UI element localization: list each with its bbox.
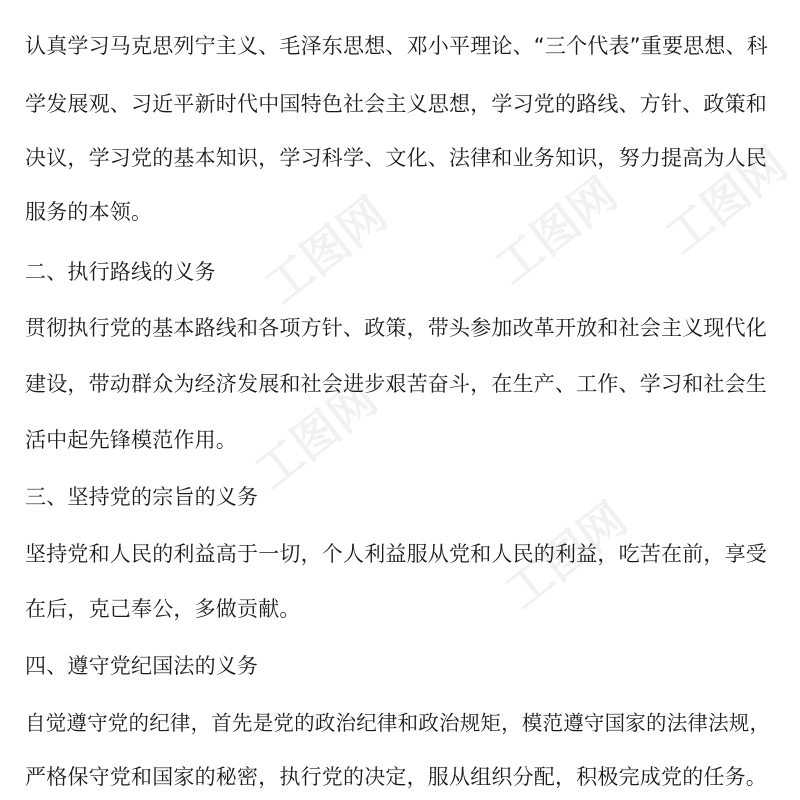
watermark: 工图网	[484, 166, 627, 295]
paragraph-line: 贯彻执行党的基本路线和各项方针、政策，带头参加改革开放和社会主义现代化	[25, 316, 767, 340]
paragraph-line: 在后，克己奉公，多做贡献。	[25, 597, 301, 621]
paragraph-line: 学发展观、习近平新时代中国特色社会主义思想，学习党的路线、方针、政策和	[25, 92, 767, 116]
paragraph-line: 自觉遵守党的纪律，首先是党的政治纪律和政治规矩，模范遵守国家的法律法规，	[25, 711, 771, 735]
watermark: 工图网	[654, 136, 797, 265]
watermark: 工图网	[254, 186, 397, 315]
paragraph-line: 活中起先锋模范作用。	[25, 428, 237, 452]
paragraph-line: 坚持党和人民的利益高于一切，个人利益服从党和人民的利益，吃苦在前，享受	[25, 542, 767, 566]
paragraph-line: 建设，带动群众为经济发展和社会进步艰苦奋斗，在生产、工作、学习和社会生	[25, 372, 767, 396]
section-heading: 四、遵守党纪国法的义务	[25, 654, 259, 678]
paragraph-line: 认真学习马克思列宁主义、毛泽东思想、邓小平理论、“三个代表”重要思想、科	[25, 34, 768, 58]
watermark: 工图网	[494, 491, 637, 620]
watermark: 工图网	[244, 371, 387, 500]
paragraph-line: 严格保守党和国家的秘密，执行党的决定，服从组织分配，积极完成党的任务。	[25, 765, 767, 789]
section-heading: 三、坚持党的宗旨的义务	[25, 485, 259, 509]
paragraph-line: 服务的本领。	[25, 200, 153, 224]
section-heading: 二、执行路线的义务	[25, 260, 216, 284]
paragraph-line: 决议，学习党的基本知识，学习科学、文化、法律和业务知识，努力提高为人民	[25, 146, 767, 170]
